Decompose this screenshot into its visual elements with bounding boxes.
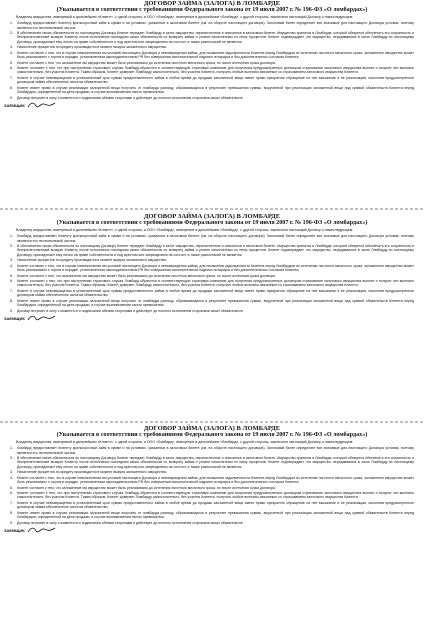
contract-intro: Владелец имущества, именуемый в дальнейшем «Клиент», с одной стороны, и ООО «Ломбард», именуемое в дальнейшем «Ломбард», с другой стороны, заключили настоящий Договор о нижеследующем: bbox=[16, 440, 354, 445]
clause-item bbox=[10, 258, 414, 263]
contract-subtitle: (Указывается в соответствии с требованиями Федерального закона от 19 июля 2007 г. № 196-ФЗ «О ломбардах») bbox=[56, 220, 368, 227]
clause-number: 7. bbox=[10, 500, 13, 505]
clause-item bbox=[10, 65, 414, 75]
clause-text: Клиент согласен с тем, что заложенное им имущество может быть реализовано до истечения льготного месячного срока, но после истечения срока договора. bbox=[17, 60, 276, 65]
clause-list bbox=[0, 21, 424, 100]
clause-item bbox=[10, 95, 414, 101]
clause-number: 9. bbox=[10, 95, 13, 100]
clause-text: Договор вступает в силу с момента его подписания обеими сторонами и действует до полного исполнения сторонами своих обязательств. bbox=[17, 95, 244, 100]
clause-number: 4. bbox=[10, 50, 13, 55]
contract-copy-1 bbox=[0, 0, 424, 205]
clause-item bbox=[10, 520, 414, 526]
clause-text: Клиент согласен с тем, что при наступлении страхового случая Ломбард обратится в соответствующую страховую компанию для получения предусмотренных договором страхования залогового имущества выплат и получит эти выплаты самостоятельно, без участия Клиента. Таким образом, Клиент доверяет Ломбарду самостоятельно, без участия Клиента, получить любые выплаты связанные со страхованием залогового имущества Клиента. bbox=[17, 278, 414, 288]
clause-number: 4. bbox=[10, 263, 13, 268]
signature-row bbox=[4, 101, 424, 109]
contract-subtitle: (Указывается в соответствии с требованиями Федерального закона от 19 июля 2007 г. № 196-ФЗ «О ломбардах») bbox=[56, 432, 368, 439]
clause-text: Клиент имеет право в случае реализации заложенной вещи получить от ломбарда разницу, образовавшуюся в результате превышения суммы, вырученной при реализации заложенной вещи над суммой обязательств Клиента перед Ломбардом, определенной на день продажи, в случае возникновения такого превышения. bbox=[17, 85, 414, 95]
clause-item bbox=[10, 234, 414, 243]
clause-item bbox=[10, 475, 414, 485]
signature-mark bbox=[27, 101, 57, 109]
clause-item bbox=[10, 45, 414, 50]
contract-intro: Владелец имущества, именуемый в дальнейшем «Клиент», с одной стороны, и ООО «Ломбард», именуемое в дальнейшем «Ломбард», с другой стороны, заключили настоящий Договор о нижеследующем: bbox=[16, 228, 354, 233]
signature-row bbox=[4, 526, 424, 534]
clause-number: 5. bbox=[10, 485, 13, 490]
clause-text: Клиент имеет право в случае реализации заложенной вещи получить от ломбарда разницу, образовавшуюся в результате превышения суммы, вырученной при реализации заложенной вещи над суммой обязательств Клиента перед Ломбардом, определенной на день продажи, в случае возникновения такого превышения. bbox=[17, 510, 414, 520]
clause-item bbox=[10, 470, 414, 475]
clause-item bbox=[10, 510, 414, 520]
clause-item bbox=[10, 446, 414, 455]
clause-number: 6. bbox=[10, 278, 13, 283]
clause-number: 1. bbox=[10, 446, 13, 450]
clause-item bbox=[10, 485, 414, 491]
clause-number: 4. bbox=[10, 475, 13, 480]
clause-item bbox=[10, 288, 414, 298]
clause-item bbox=[10, 75, 414, 85]
clause-number: 8. bbox=[10, 85, 13, 90]
signature-mark bbox=[27, 526, 57, 534]
clause-text: Начисление процентов по кредиту производится в момент выкупа заложенного имущества. bbox=[17, 258, 167, 263]
clause-item bbox=[10, 60, 414, 66]
clause-number: 1. bbox=[10, 234, 13, 238]
clause-text: В обеспечение своих обязательств по настоящему Договору Клиент передает Ломбарду в залог имущество, перечисленное и описанное в залоговом билете. Имущество хранится в Ломбарде, который обязуется обеспечить его сохранность и беспрепятственный возврат Клиенту после исполнения последним своих обязательств по возврату займа и уплате начисленных по нему процентов. Клиент подтверждает, что имущество, передаваемое в залог Ломбарду по настоящему Договору, принадлежит ему лично на праве собственности и под арестом или запрещением на состоит, а также разногласий не является. bbox=[17, 243, 414, 257]
clause-text: Ломбард предоставляет Клиенту краткосрочный займ в сумме и на условиях, указанных в залоговом билете (см. на обороте настоящего договора). Залоговый билет определяет все значимые для настоящего Договора условия, поэтому является его неотъемлемой частью. bbox=[17, 234, 414, 243]
clause-number: 2. bbox=[10, 455, 13, 460]
clause-number: 9. bbox=[10, 520, 13, 525]
clause-number: 3. bbox=[10, 258, 13, 263]
borrower-label: ЗАЕМЩИК bbox=[4, 102, 25, 108]
borrower-label: ЗАЕМЩИК bbox=[4, 527, 25, 533]
clause-number: 8. bbox=[10, 298, 13, 303]
borrower-label: ЗАЕМЩИК bbox=[4, 315, 25, 321]
contract-subtitle: (Указывается в соответствии с требованиями Федерального закона от 19 июля 2007 г. № 196-ФЗ «О ломбардах») bbox=[56, 7, 368, 14]
clause-text: Клиент в случае невозвращения в установленный срок суммы предоставленного займа в любое время до продажи заложенной вещи имеет право прекратить обращение на нее взыскание и ее реализацию, исполнив предусмотренное договором займа обеспеченное залогом обязательство. bbox=[17, 75, 414, 85]
clause-number: 5. bbox=[10, 60, 13, 65]
clause-list bbox=[0, 446, 424, 525]
clause-text: Договор вступает в силу с момента его подписания обеими сторонами и действует до полного исполнения сторонами своих обязательств. bbox=[17, 308, 244, 313]
contract-copy-2 bbox=[0, 213, 424, 418]
contract-title: ДОГОВОР ЗАЙМА (ЗАЛОГА) В ЛОМБАРДЕ bbox=[143, 425, 281, 432]
clause-text: Начисление процентов по кредиту производится в момент выкупа заложенного имущества. bbox=[17, 45, 167, 50]
clause-item bbox=[10, 273, 414, 279]
contract-title: ДОГОВОР ЗАЙМА (ЗАЛОГА) В ЛОМБАРДЕ bbox=[143, 0, 281, 7]
clause-number: 3. bbox=[10, 45, 13, 50]
clause-list bbox=[0, 234, 424, 313]
clause-text: Клиент согласен с тем, что в случае невыполнения им условий настоящего Договора и невозвращения займа, для погашения задолженности Клиента перед Ломбардом по истечении льготного месячного срока, заложенное имущество может быть реализовано с торгов в порядке, установленном законодательством РФ без совершения исполнительной надписи нотариуса и без дополнительного согласия Клиента. bbox=[17, 263, 414, 273]
clause-number: 5. bbox=[10, 273, 13, 278]
clause-item bbox=[10, 308, 414, 314]
clause-text: В обеспечение своих обязательств по настоящему Договору Клиент передает Ломбарду в залог имущество, перечисленное и описанное в залоговом билете. Имущество хранится в Ломбарде, который обязуется обеспечить его сохранность и беспрепятственный возврат Клиенту после исполнения последним своих обязательств по возврату займа и уплате начисленных по нему процентов. Клиент подтверждает, что имущество, передаваемое в залог Ломбарду по настоящему Договору, принадлежит ему лично на праве собственности и под арестом или запрещением на состоит, а также разногласий не является. bbox=[17, 455, 414, 469]
clause-number: 1. bbox=[10, 21, 13, 25]
clause-text: Ломбард предоставляет Клиенту краткосрочный займ в сумме и на условиях, указанных в залоговом билете (см. на обороте настоящего договора). Залоговый билет определяет все значимые для настоящего Договора условия, поэтому является его неотъемлемой частью. bbox=[17, 21, 414, 30]
clause-item bbox=[10, 455, 414, 470]
clause-text: Клиент согласен с тем, что при наступлении страхового случая Ломбард обратится в соответствующую страховую компанию для получения предусмотренных договором страхования залогового имущества выплат и получит эти выплаты самостоятельно, без участия Клиента. Таким образом, Клиент доверяет Ломбарду самостоятельно, без участия Клиента, получить любые выплаты связанные со страхованием залогового имущества Клиента. bbox=[17, 65, 414, 75]
clause-item bbox=[10, 243, 414, 258]
clause-text: Клиент в случае невозвращения в установленный срок суммы предоставленного займа в любое время до продажи заложенной вещи имеет право прекратить обращение на нее взыскание и ее реализацию, исполнив предусмотренное договором займа обеспеченное залогом обязательство. bbox=[17, 288, 414, 298]
clause-number: 8. bbox=[10, 510, 13, 515]
clause-item bbox=[10, 298, 414, 308]
clause-text: Договор вступает в силу с момента его подписания обеими сторонами и действует до полного исполнения сторонами своих обязательств. bbox=[17, 520, 244, 525]
clause-text: Клиент согласен с тем, что в случае невыполнения им условий настоящего Договора и невозвращения займа, для погашения задолженности Клиента перед Ломбардом по истечении льготного месячного срока, заложенное имущество может быть реализовано с торгов в порядке, установленном законодательством РФ без совершения исполнительной надписи нотариуса и без дополнительного согласия Клиента. bbox=[17, 50, 414, 60]
clause-text: Клиент имеет право в случае реализации заложенной вещи получить от ломбарда разницу, образовавшуюся в результате превышения суммы, вырученной при реализации заложенной вещи над суммой обязательств Клиента перед Ломбардом, определенной на день продажи, в случае возникновения такого превышения. bbox=[17, 298, 414, 308]
clause-number: 9. bbox=[10, 308, 13, 313]
clause-item bbox=[10, 30, 414, 45]
contract-copy-3 bbox=[0, 425, 424, 631]
clause-number: 7. bbox=[10, 75, 13, 80]
clause-item bbox=[10, 21, 414, 30]
clause-text: Клиент согласен с тем, что заложенное им имущество может быть реализовано до истечения льготного месячного срока, но после истечения срока договора. bbox=[17, 273, 276, 278]
clause-text: Клиент согласен с тем, что при наступлении страхового случая Ломбард обратится в соответствующую страховую компанию для получения предусмотренных договором страхования залогового имущества выплат и получит эти выплаты самостоятельно, без участия Клиента. Таким образом, Клиент доверяет Ломбарду самостоятельно, без участия Клиента, получить любые выплаты связанные со страхованием залогового имущества Клиента. bbox=[17, 490, 414, 500]
clause-text: Клиент согласен с тем, что заложенное им имущество может быть реализовано до истечения льготного месячного срока, но после истечения срока договора. bbox=[17, 485, 276, 490]
clause-item bbox=[10, 278, 414, 288]
clause-text: Клиент в случае невозвращения в установленный срок суммы предоставленного займа в любое время до продажи заложенной вещи имеет право прекратить обращение на нее взыскание и ее реализацию, исполнив предусмотренное договором займа обеспеченное залогом обязательство. bbox=[17, 500, 414, 510]
clause-text: Ломбард предоставляет Клиенту краткосрочный займ в сумме и на условиях, указанных в залоговом билете (см. на обороте настоящего договора). Залоговый билет определяет все значимые для настоящего Договора условия, поэтому является его неотъемлемой частью. bbox=[17, 446, 414, 455]
clause-text: В обеспечение своих обязательств по настоящему Договору Клиент передает Ломбарду в залог имущество, перечисленное и описанное в залоговом билете. Имущество хранится в Ломбарде, который обязуется обеспечить его сохранность и беспрепятственный возврат Клиенту после исполнения последним своих обязательств по возврату займа и уплате начисленных по нему процентов. Клиент подтверждает, что имущество, передаваемое в залог Ломбарду по настоящему Договору, принадлежит ему лично на праве собственности и под арестом или запрещением на состоит, а также разногласий не является. bbox=[17, 30, 414, 44]
clause-number: 3. bbox=[10, 470, 13, 475]
clause-text: Начисление процентов по кредиту производится в момент выкупа заложенного имущества. bbox=[17, 470, 167, 475]
cut-line bbox=[0, 206, 424, 212]
clause-number: 6. bbox=[10, 490, 13, 495]
clause-number: 7. bbox=[10, 288, 13, 293]
clause-number: 2. bbox=[10, 30, 13, 35]
clause-number: 2. bbox=[10, 243, 13, 248]
clause-item bbox=[10, 263, 414, 273]
signature-row bbox=[4, 314, 424, 322]
clause-item bbox=[10, 85, 414, 95]
clause-item bbox=[10, 500, 414, 510]
contract-title: ДОГОВОР ЗАЙМА (ЗАЛОГА) В ЛОМБАРДЕ bbox=[143, 213, 281, 220]
clause-text: Клиент согласен с тем, что в случае невыполнения им условий настоящего Договора и невозвращения займа, для погашения задолженности Клиента перед Ломбардом по истечении льготного месячного срока, заложенное имущество может быть реализовано с торгов в порядке, установленном законодательством РФ без совершения исполнительной надписи нотариуса и без дополнительного согласия Клиента. bbox=[17, 475, 414, 485]
contract-intro: Владелец имущества, именуемый в дальнейшем «Клиент», с одной стороны, и ООО «Ломбард», именуемое в дальнейшем «Ломбард», с другой стороны, заключили настоящий Договор о нижеследующем: bbox=[16, 15, 354, 20]
clause-item bbox=[10, 50, 414, 60]
clause-item bbox=[10, 490, 414, 500]
clause-number: 6. bbox=[10, 65, 13, 70]
signature-mark bbox=[27, 314, 57, 322]
